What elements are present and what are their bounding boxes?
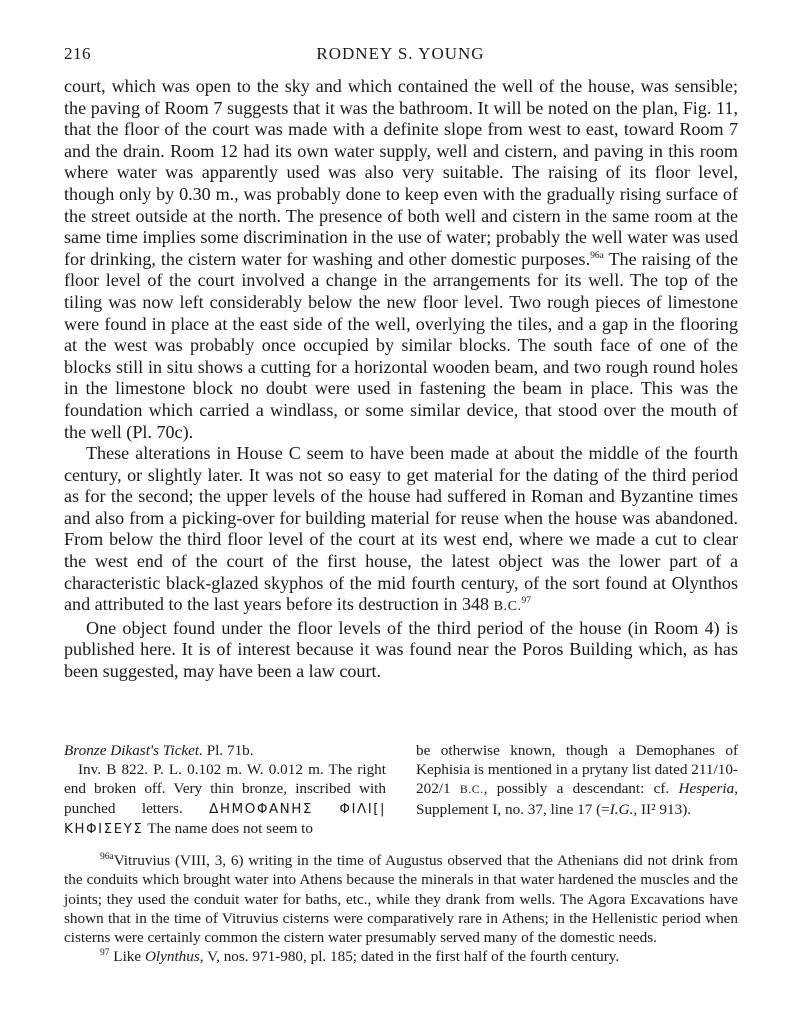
footnote-ref-97[interactable]: 97 <box>521 596 532 607</box>
footnotes <box>64 851 738 967</box>
catalog-right-column <box>416 741 738 839</box>
catalog-text-e: , Supplement I, no. 37, line 17 (= <box>416 780 738 818</box>
catalog-plate: Pl. 71b. <box>206 742 254 759</box>
catalog-title: Bronze Dikast's Ticket. <box>64 742 203 759</box>
footnote-97 <box>64 947 738 966</box>
catalog-text-a: Inv. B 822. P. L. 0.102 m. W. 0.012 m. The right end broken off. Very thin bronze, inscribed with punched letters. <box>64 761 386 817</box>
ig-abbrev: I.G. <box>609 800 634 818</box>
footnote-96a-text: Vitruvius (VIII, 3, 6) writing in the time of Augustus observed that the Athenians did not drink from the conduits which brought water into Athens because the minerals in that water hardened the muscles and the joints; they used the conduit water for baths, etc., while they drank from wells. The Agora Excavations have shown that in the time of Vitruvius cisterns were comparatively rare in Athens; in the Hellenistic period when cisterns were certainly common the cistern water presumably served many of the domestic needs. <box>64 852 738 947</box>
catalog-text-b: The name does not seem to <box>143 819 313 837</box>
page-header <box>64 44 737 68</box>
catalog-continuation <box>416 741 738 819</box>
footnote-97-text-a: Like <box>113 948 145 966</box>
running-head: RODNEY S. YOUNG <box>316 44 485 63</box>
paragraph-3: One object found under the floor levels of the third period of the house (in Room 4) is published here. It is of interest because it was found near the Poros Building which, as has been suggested, may have been a law court. <box>64 617 738 682</box>
catalog-text-c: be otherwise known, though a Demophanes of Kephisia is mentioned in a prytany list dated 211/10-202/1 <box>416 742 738 798</box>
page-number: 216 <box>64 44 91 63</box>
catalog-left-column <box>64 741 386 839</box>
footnote-97-text-b: , V, nos. 971-980, pl. 185; dated in the first half of the fourth century. <box>199 948 620 966</box>
greek-inscription-line-1: ΔΗΜΟΦΑΝΗΣ <box>209 800 313 817</box>
catalog-bc-abbrev: B.C. <box>459 782 484 797</box>
paragraph-2-text: These alterations in House C seem to have been made at about the middle of the fourth century, or slightly later. It was not so easy to get material for the dating of the third period as for the second; the upper levels of the house had suffered in Roman and Byzantine times and also from a picking-over for building material for reuse when the house was abandoned. From below the third floor level of the court at its west end, where we made a cut to clear the west end of the court of the first house, the latest object was the lower part of a characteristic black-glazed skyphos of the mid fourth century, of the sort found at Olynthos and attributed to the last years before its destruction in 348 <box>64 443 738 615</box>
catalog-heading <box>64 741 386 760</box>
olynthus-title: Olynthus <box>144 948 200 966</box>
main-text <box>64 76 738 683</box>
paragraph-2 <box>64 443 738 618</box>
catalog-text-d: , possibly a descendant: cf. <box>483 780 679 798</box>
footnote-ref-96a[interactable]: 96a <box>590 250 604 261</box>
hesperia-title: Hesperia <box>678 780 735 798</box>
bc-abbrev: B.C. <box>493 598 522 615</box>
greek-inscription-line-2: ΦΙΛΙ[|ΚΗΦΙΣΕΥΣ <box>64 800 387 837</box>
catalog-entry <box>64 741 738 839</box>
footnote-mark-97: 97 <box>100 948 110 959</box>
catalog-description <box>64 760 386 839</box>
catalog-text-f: , II² 913). <box>633 800 692 818</box>
footnote-mark-96a: 96a <box>100 851 114 862</box>
paragraph-1-text-b: The raising of the floor level of the court involved a change in the arrangements for its well. The top of the tiling was now left considerably below the new floor level. Two rough pieces of limestone were found in place at the east side of the well, overlying the tiles, and a gap in the flooring at the west was probably once occupied by similar blocks. The south face of one of the blocks still in situ shows a cutting for a horizontal wooden beam, and two rough round holes in the limestone block no doubt were used in fastening the beam in place. This was the foundation which carried a windlass, or some similar device, that stood over the mouth of the well (Pl. 70c). <box>64 248 738 442</box>
footnote-96a <box>64 851 738 947</box>
paragraph-1 <box>64 76 738 443</box>
paragraph-1-text-a: court, which was open to the sky and which contained the well of the house, was sensible; the paving of Room 7 suggests that it was the bathroom. It will be noted on the plan, Fig. 11, that the floor of the court was made with a definite slope from west to east, toward Room 7 and the drain. Room 12 had its own water supply, well and cistern, and paving in this room where water was apparently used was also very suitable. The raising of its floor level, though only by 0.30 m., was probably done to keep even with the gradually rising surface of the street outside at the north. The presence of both well and cistern in the same room at the same time implies some discrimination in the use of water; probably the well water was used for drinking, the cistern water for washing and other domestic purposes. <box>64 76 738 269</box>
